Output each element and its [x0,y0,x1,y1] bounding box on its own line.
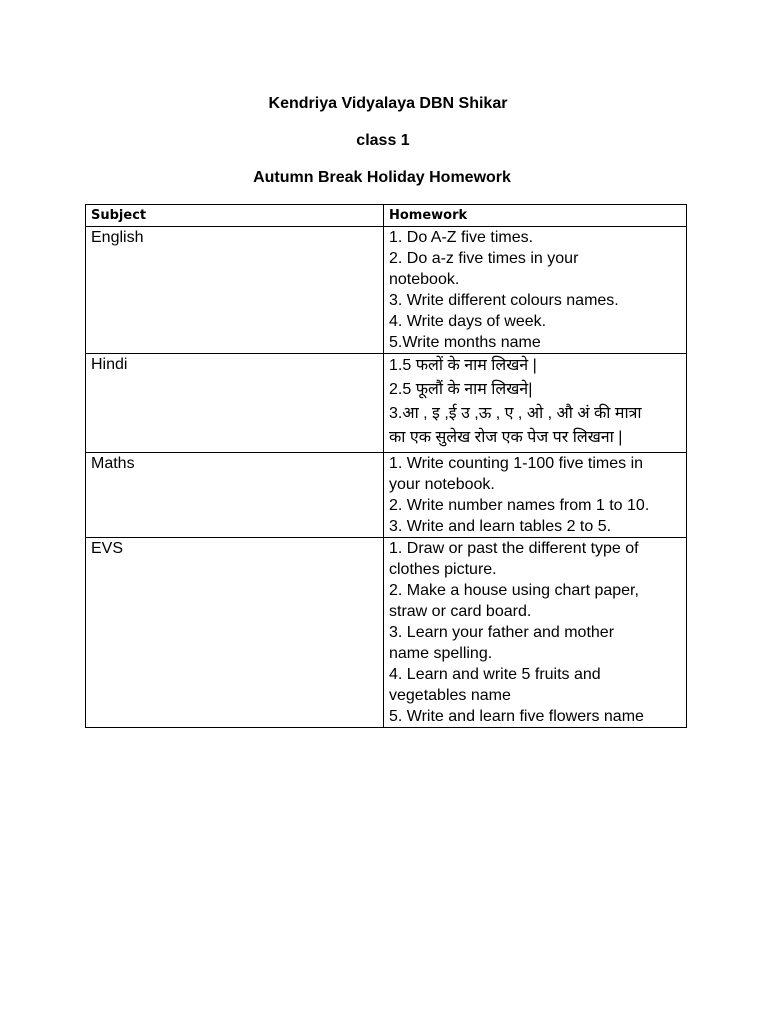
homework-line: 1. Write counting 1-100 five times in [389,455,644,472]
table-row-english [86,227,687,354]
homework-table [85,204,687,728]
homework-line: your notebook. [389,476,495,493]
homework-line: 2.5 फूलौं के नाम लिखने| [389,381,533,398]
homework-line: 1.5 फलों के नाम लिखने | [389,357,537,374]
subject-cell: EVS [86,538,384,728]
homework-line: 3.आ , इ ,ई उ ,ऊ , ए , ओ , औ अं की मात्रा [389,405,642,422]
homework-line: 1. Draw or past the different type of [389,540,639,557]
table-row-hindi [86,354,687,453]
homework-line: 3. Write different colours names. [389,292,619,309]
homework-line: 5.Write months name [389,334,541,351]
homework-line: 3. Write and learn tables 2 to 5. [389,518,612,535]
homework-cell [384,354,687,453]
school-name: Kendriya Vidyalaya DBN Shikar [268,95,508,112]
subject-cell: English [86,227,384,354]
homework-line: straw or card board. [389,603,532,620]
homework-line: 2. Make a house using chart paper, [389,582,639,599]
homework-line: 4. Learn and write 5 fruits and [389,666,601,683]
table-header-row [86,205,687,227]
homework-line: name spelling. [389,645,493,662]
class-label: class 1 [356,132,410,149]
homework-line: 4. Write days of week. [389,313,547,330]
document-title: Autumn Break Holiday Homework [253,169,511,186]
subject-cell: Hindi [86,354,384,453]
homework-line: 5. Write and learn five flowers name [389,708,644,725]
homework-column-header: Homework [384,205,687,227]
homework-cell [384,453,687,538]
homework-line: का एक सुलेख रोज एक पेज पर लिखना | [389,429,623,446]
homework-line: notebook. [389,271,460,288]
homework-line: 3. Learn your father and mother [389,624,615,641]
homework-line: 2. Write number names from 1 to 10. [389,497,650,514]
table-row-maths [86,453,687,538]
subject-column-header: Subject [86,205,384,227]
homework-cell [384,538,687,728]
homework-line: 2. Do a-z five times in your [389,250,579,267]
table-row-evs [86,538,687,728]
homework-line: 1. Do A-Z five times. [389,229,534,246]
homework-cell [384,227,687,354]
homework-line: clothes picture. [389,561,497,578]
homework-line: vegetables name [389,687,511,704]
subject-cell: Maths [86,453,384,538]
